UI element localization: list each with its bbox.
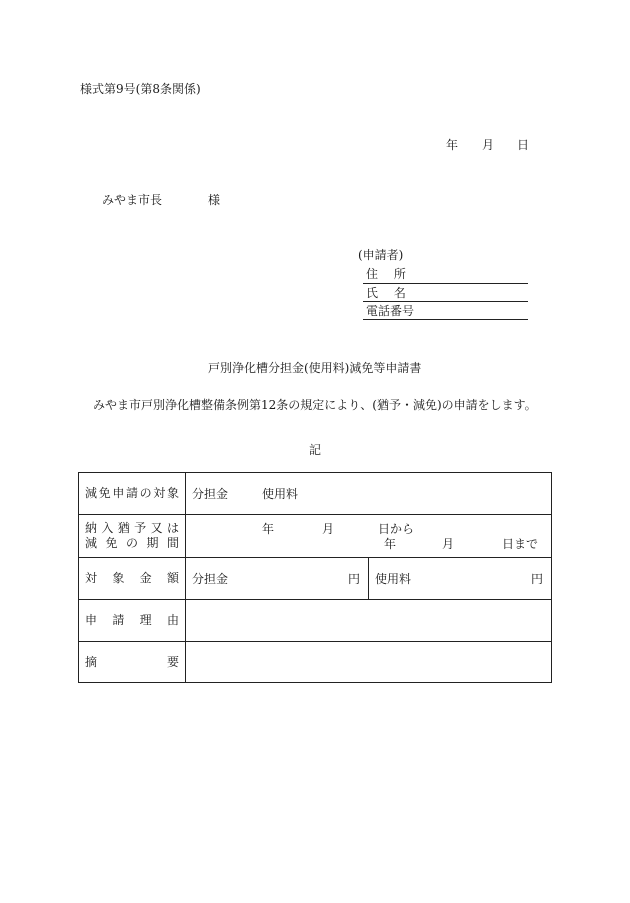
to-day: 日まで	[502, 537, 539, 551]
table-row	[79, 515, 552, 558]
period-label-line1: 納 入 猶 予 又 は	[85, 521, 179, 535]
table-row	[79, 642, 552, 683]
reason-label: 申 請 理 由	[85, 613, 179, 627]
applicant-name-label: 氏 名	[366, 286, 412, 300]
amount-buntankin-label: 分担金	[192, 572, 229, 586]
applicant-address-label: 住 所	[366, 267, 412, 281]
addressee-name: みやま市長	[102, 193, 163, 207]
address-line	[363, 283, 528, 284]
table-row	[79, 473, 552, 515]
application-table	[78, 472, 552, 683]
remarks-label: 摘 要	[85, 654, 179, 669]
amount-shiyoryo-unit: 円	[530, 572, 543, 586]
to-month: 月	[442, 537, 455, 551]
period-value-cell[interactable]	[186, 515, 552, 558]
amount-label-cell	[79, 558, 186, 600]
ki-label: 記	[309, 443, 322, 457]
amount-shiyoryo-cell[interactable]	[369, 558, 552, 600]
applicant-heading: (申請者)	[358, 248, 404, 262]
to-year: 年	[384, 537, 397, 551]
target-label-cell	[79, 473, 186, 515]
name-line	[363, 301, 528, 302]
date-day: 日	[517, 138, 530, 152]
addressee-honorific: 様	[208, 193, 221, 207]
amount-shiyoryo-label: 使用料	[375, 572, 412, 586]
remarks-value-cell[interactable]	[186, 642, 552, 683]
reason-label-cell	[79, 600, 186, 642]
amount-buntankin-cell[interactable]	[186, 558, 369, 600]
from-month: 月	[322, 522, 335, 536]
period-label-cell	[79, 515, 186, 558]
amount-buntankin-unit: 円	[347, 572, 360, 586]
from-day: 日から	[378, 522, 415, 536]
option-buntankin: 分担金	[192, 487, 229, 501]
table-row	[79, 558, 552, 600]
amount-label: 対 象 金 額	[85, 571, 179, 585]
form-number: 様式第9号(第8条関係)	[80, 82, 201, 96]
remarks-label-cell	[79, 642, 186, 683]
target-options-cell[interactable]	[186, 473, 552, 515]
phone-line	[363, 319, 528, 320]
date-month: 月	[482, 138, 495, 152]
document-title: 戸別浄化槽分担金(使用料)減免等申請書	[208, 361, 422, 375]
date-year: 年	[446, 138, 459, 152]
reason-value-cell[interactable]	[186, 600, 552, 642]
table-row	[79, 600, 552, 642]
applicant-phone-label: 電話番号	[366, 304, 415, 318]
period-label-line2: 減 免 の 期 間	[85, 536, 179, 550]
from-year: 年	[262, 522, 275, 536]
body-text: みやま市戸別浄化槽整備条例第12条の規定により、(猶予・減免)の申請をします。	[93, 398, 537, 412]
option-shiyoryo: 使用料	[262, 487, 299, 501]
target-label: 減 免 申 請 の 対 象	[85, 486, 179, 500]
